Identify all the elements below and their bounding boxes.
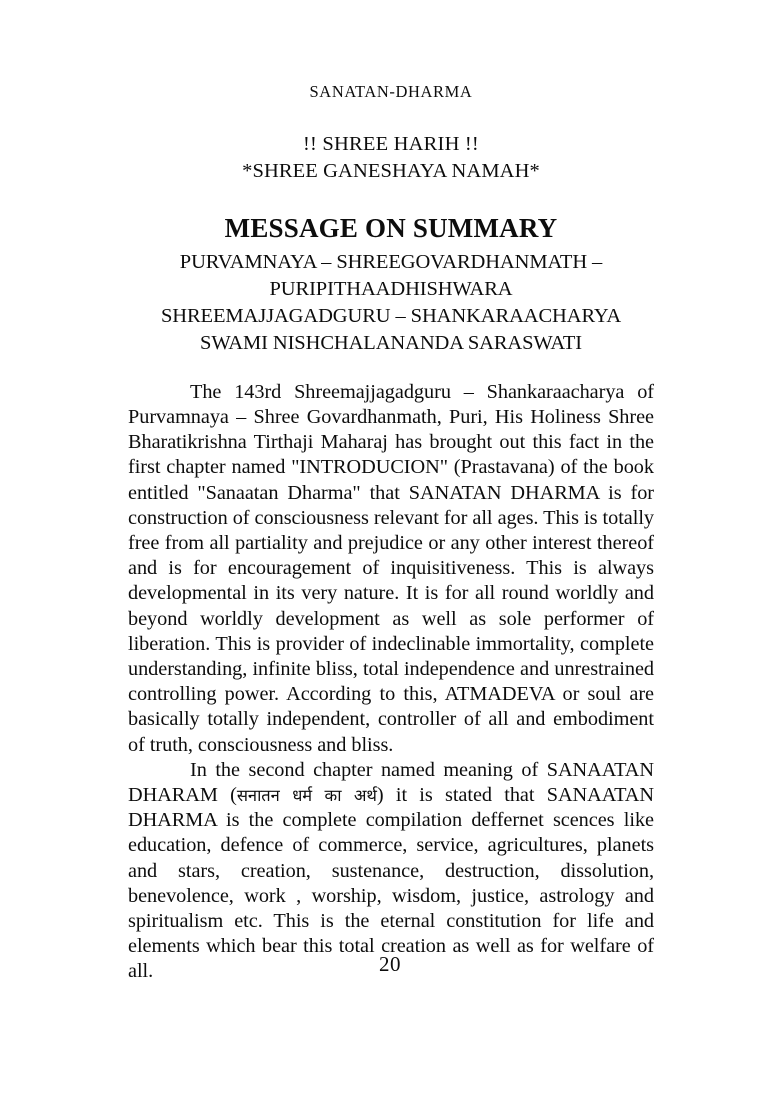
paragraph-2 bbox=[128, 758, 654, 985]
invocation-line-2: *SHREE GANESHAYA NAMAH* bbox=[242, 160, 540, 183]
running-head: SANATAN-DHARMA bbox=[309, 82, 473, 101]
subtitle-line-2: PURIPITHAADHISHWARA bbox=[269, 277, 513, 300]
devanagari-phrase: सनातन धर्म का अर्थ bbox=[236, 785, 377, 805]
paragraph-2-segment-2: ) it is stated that SANAATAN DHARMA is the complete compilation deffernet scences like education, defence of commerce, service, agricultures, planets and stars, creation, sustenance, destruction, dissolution, benevolence, work , worship, wisdom, justice, astrology and spiritualism etc. This is the eternal constitution for life and elements which bear this total creation as well as for welfare of all. bbox=[128, 783, 654, 983]
page-content bbox=[128, 0, 654, 985]
paragraph-2-segment-1: In the second chapter named meaning of SANAATAN DHARAM ( bbox=[128, 758, 654, 806]
subtitle-line-1: PURVAMNAYA – SHREEGOVARDHANMATH – bbox=[179, 250, 603, 273]
subtitle-line-3: SHREEMAJJAGADGURU – SHANKARAACHARYA bbox=[160, 305, 622, 328]
subtitle-line-4: SWAMI NISHCHALANANDA SARASWATI bbox=[200, 332, 582, 355]
page-number: 20 bbox=[379, 952, 401, 976]
paragraph-1: The 143rd Shreemajjagadguru – Shankaraacharya of Purvamnaya – Shree Govardhanmath, Puri, His Holiness Shree Bharatikrishna Tirthaji Maharaj has brought out this fact in the first chapter named "INTRODUCION" (Prastavana) of the book entitled "Sanaatan Dharma" that SANATAN DHARMA is for construction of consciousness relevant for all ages. This is totally free from all partiality and prejudice or any other interest thereof and is for encouragement of inquisitiveness. This is always developmental in its very nature. It is for all round worldly and beyond worldly development as well as sole performer of liberation. This is provider of indeclinable immortality, complete understanding, infinite bliss, total independence and unrestrained controlling power. According to this, ATMADEVA or soul are basically totally independent, controller of all and embodiment of truth, consciousness and bliss. bbox=[128, 380, 654, 756]
page-title: MESSAGE ON SUMMARY bbox=[224, 212, 558, 243]
title-subtitle-block bbox=[128, 249, 654, 358]
invocation-block bbox=[128, 131, 654, 186]
body-text bbox=[128, 380, 654, 985]
invocation-line-1: !! SHREE HARIH !! bbox=[303, 133, 479, 156]
